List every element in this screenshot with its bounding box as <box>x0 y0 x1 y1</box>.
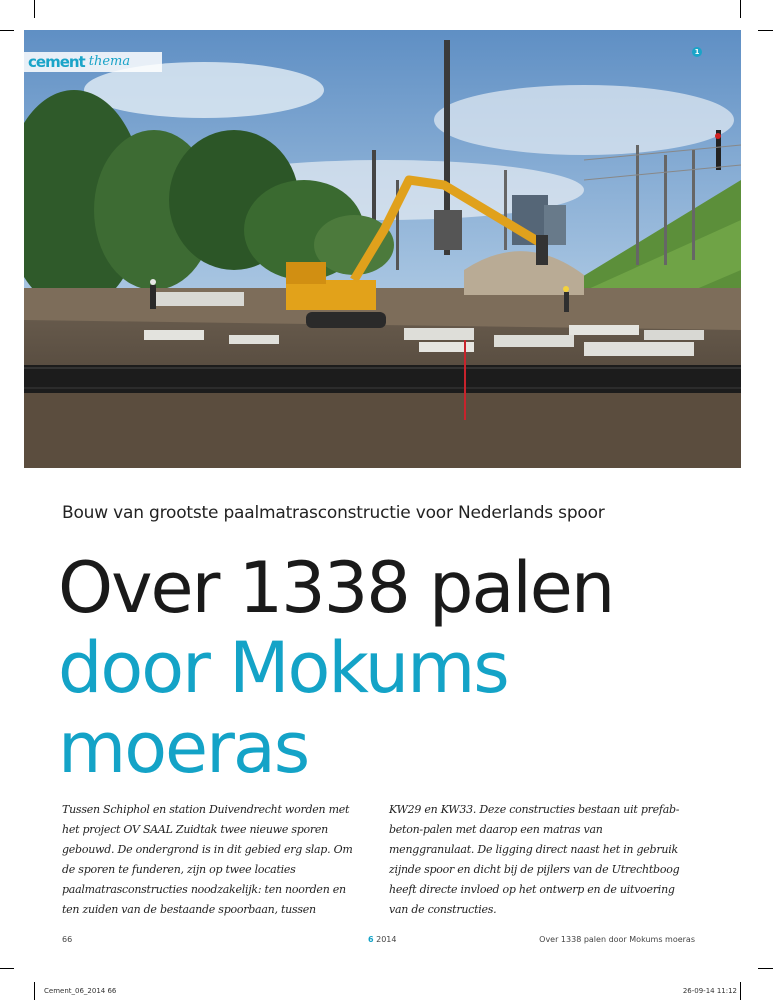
article-subtitle: Bouw van grootste paalmatrasconstructie voor Nederlands spoor <box>62 503 605 523</box>
issue-year: 2014 <box>376 935 397 944</box>
running-title: Over 1338 palen door Mokums moeras <box>539 935 695 944</box>
issue-number: 6 <box>368 935 374 944</box>
intro-column-1: Tussen Schiphol en station Duivendrecht worden met het project OV SAAL Zuidtak twee nieuwe sporen gebouwd. De ondergrond is in dit gebied erg slap. Om de sporen te funderen, zijn op twee locaties paalmatrasconstructies noodzakelijk: ten noorden en ten zuiden van de bestaande spoorbaan, tussen <box>62 803 353 916</box>
print-slug-file: Cement_06_2014 66 <box>44 987 117 995</box>
crop-mark <box>34 0 35 18</box>
crop-mark <box>740 982 741 1000</box>
crop-mark <box>758 30 773 31</box>
magazine-brand-tab <box>24 52 162 72</box>
magazine-logo: cement <box>28 53 85 71</box>
page-number: 66 <box>62 935 73 944</box>
crop-mark <box>34 982 35 1000</box>
print-slug-datetime: 26-09-14 11:12 <box>682 987 737 995</box>
photo-illustration <box>24 30 741 468</box>
title-line-1: Over 1338 palen <box>58 547 614 629</box>
construction-site-photo <box>24 30 741 468</box>
article-title <box>58 548 613 788</box>
crop-mark <box>740 0 741 18</box>
intro-column-2: KW29 en KW33. Deze constructies bestaan uit prefab-beton-palen met daarop een matras van menggranulaat. De ligging direct naast het in gebruik zijnde spoor en dicht bij de pijlers van de Utrechtboog heeft directe invloed op het ontwerp en de uitvoering van de constructies. <box>389 803 680 916</box>
crop-mark <box>0 30 14 31</box>
photo-number-marker: 1 <box>692 47 702 57</box>
title-line-2: door Mokums <box>58 627 508 709</box>
title-line-3: moeras <box>58 707 309 789</box>
section-label: thema <box>88 54 131 69</box>
crop-mark <box>0 968 14 969</box>
crop-mark <box>758 968 773 969</box>
issue-label <box>368 935 396 944</box>
